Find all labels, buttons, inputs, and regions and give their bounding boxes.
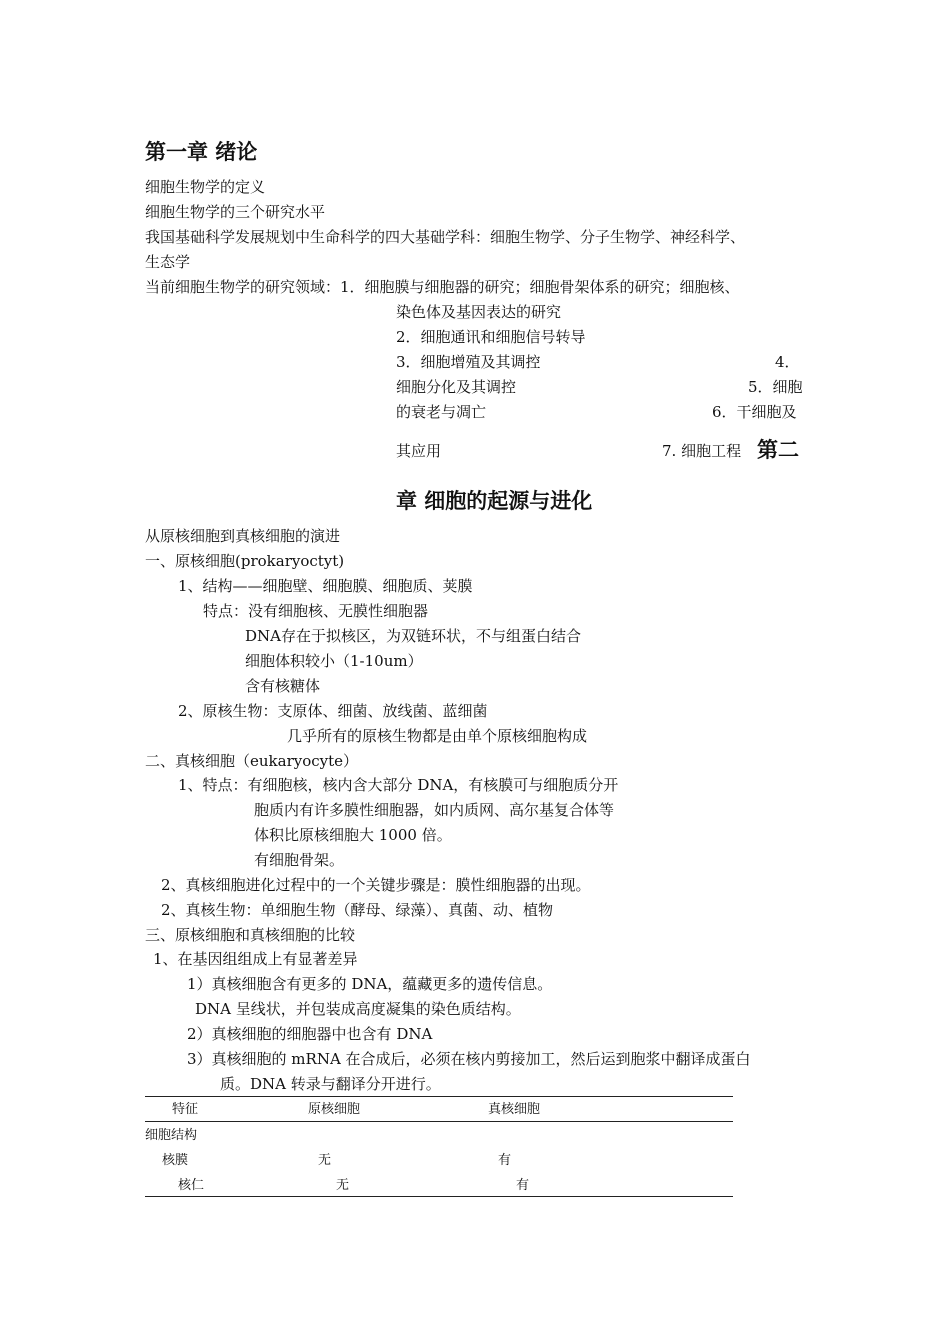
table-header-eukaryote: 真核细胞 [488,1102,541,1117]
chapter2-title: 章 细胞的起源与进化 [396,488,593,513]
text-line: 质。DNA 转录与翻译分开进行。 [220,1075,441,1093]
chapter2-title-part1: 第二 [757,437,799,462]
text-line: DNA存在于拟核区，为双链环状，不与组蛋白结合 [245,627,581,645]
text-line: DNA 呈线状，并包装成高度凝集的染色质结构。 [195,1000,521,1018]
text-line: 1、在基因组组成上有显著差异 [153,950,358,968]
text-line: 1、结构——细胞壁、细胞膜、细胞质、荚膜 [178,577,473,595]
table-cell: 有 [498,1153,512,1168]
table-bottom-rule [145,1196,733,1197]
table-group-label: 细胞结构 [145,1128,198,1143]
text-line: 几乎所有的原核生物都是由单个原核细胞构成 [287,727,588,745]
text-line: 2）真核细胞的细胞器中也含有 DNA [187,1025,433,1043]
text-line: 生态学 [145,253,191,271]
research-left: 的衰老与凋亡 [396,403,487,421]
text-line: 一、原核细胞(prokaryoctyt) [145,552,345,570]
research-right: 4． [775,353,800,371]
table-header-prokaryote: 原核细胞 [308,1102,361,1117]
text-line: 1）真核细胞含有更多的 DNA，蕴藏更多的遗传信息。 [187,975,553,993]
research-left: 3．细胞增殖及其调控 [396,353,541,371]
research-left: 细胞分化及其调控 [396,378,517,396]
table-cell: 核仁 [178,1178,205,1193]
research-right: 5．细胞 [748,378,803,396]
table-cell: 无 [318,1153,332,1168]
text-line: 细胞生物学的定义 [145,178,266,196]
text-line: 我国基础科学发展规划中生命科学的四大基础学科：细胞生物学、分子生物学、神经科学、 [145,228,746,246]
text-line: 2、真核细胞进化过程中的一个关键步骤是：膜性细胞器的出现。 [161,876,591,894]
text-line: 从原核细胞到真核细胞的演进 [145,527,341,545]
text-line: 含有核糖体 [245,677,321,695]
table-cell: 核膜 [162,1153,189,1168]
research-line: 2．细胞通讯和细胞信号转导 [396,328,586,346]
text-line: 胞质内有许多膜性细胞器，如内质网、高尔基复合体等 [254,801,615,819]
text-line: 细胞体积较小（1-10um） [245,652,423,670]
research-intro: 当前细胞生物学的研究领域：1．细胞膜与细胞器的研究；细胞骨架体系的研究；细胞核、 [145,278,740,296]
table-header-feature: 特征 [172,1102,199,1117]
text-line: 体积比原核细胞大 1000 倍。 [254,826,452,844]
text-line: 三、原核细胞和真核细胞的比较 [145,926,356,944]
text-line: 2、真核生物：单细胞生物（酵母、绿藻）、真菌、动、植物 [161,901,554,919]
text-line: 3）真核细胞的 mRNA 在合成后，必须在核内剪接加工，然后运到胞浆中翻译成蛋白 [187,1050,751,1068]
table-header-rule [145,1121,733,1122]
text-line: 2、原核生物：支原体、细菌、放线菌、蓝细菌 [178,702,488,720]
text-line: 1、特点：有细胞核，核内含大部分 DNA，有核膜可与细胞质分开 [178,776,619,794]
table-top-rule [145,1096,733,1097]
research-line: 染色体及基因表达的研究 [396,303,562,321]
text-line: 有细胞骨架。 [254,851,345,869]
text-line: 细胞生物学的三个研究水平 [145,203,326,221]
table-cell: 有 [516,1178,530,1193]
text-line: 特点：没有细胞核、无膜性细胞器 [203,602,429,620]
text-line: 二、真核细胞（eukaryocyte） [145,752,359,770]
table-cell: 无 [336,1178,350,1193]
research-left: 其应用 [396,442,442,460]
chapter1-title: 第一章 绪论 [145,139,258,164]
research-right: 6．干细胞及 [712,403,797,421]
research-right: 7. 细胞工程 [662,442,742,460]
